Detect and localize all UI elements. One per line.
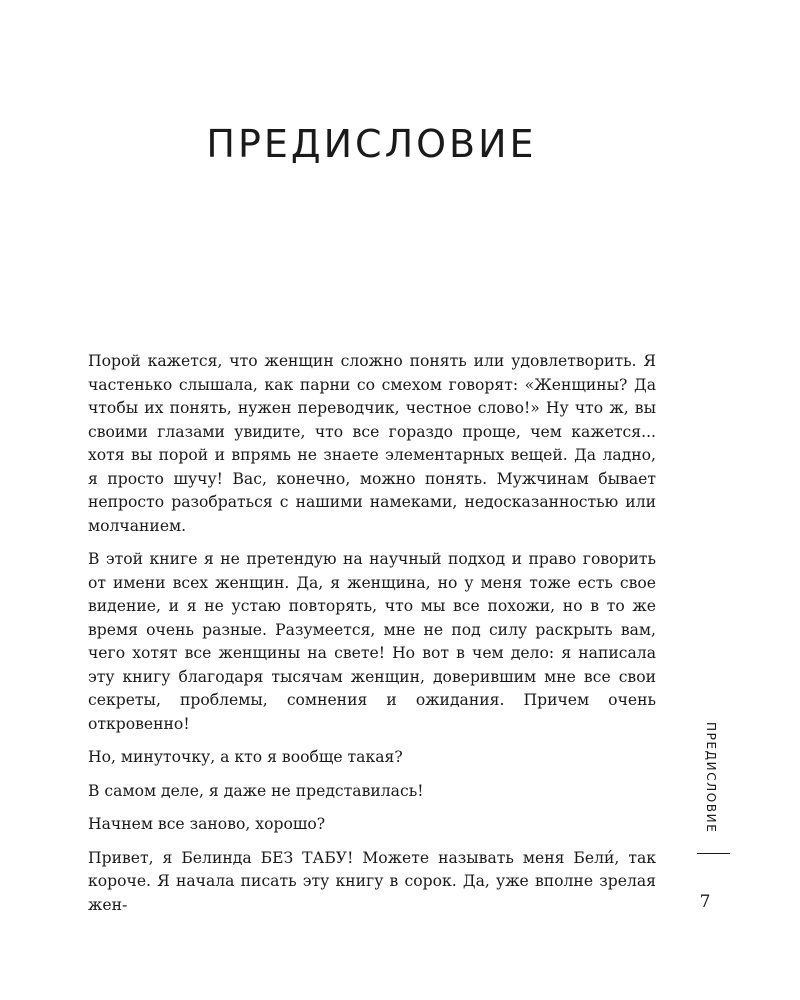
body-text bbox=[88, 350, 656, 927]
paragraph-1: Порой кажется, что женщин сложно понять или удовлетворить. Я частенько слышала, как парни со смехом говорят: «Женщины? Да чтобы их понять, нужен переводчик, честное слово!» Ну что ж, вы своими глазами увидите, что все гораздо проще, чем кажется... хотя вы порой и впрямь не знаете элементарных вещей. Да ладно, я просто шучу! Вас, конечно, можно понять. Мужчинам бывает непросто разобраться с нашими намеками, недосказанностью или молчанием. bbox=[88, 352, 656, 535]
running-head-rule bbox=[697, 853, 730, 854]
paragraph-4: В самом деле, я даже не представилась! bbox=[88, 781, 424, 800]
paragraph-2: В этой книге я не претендую на научный подход и право говорить от имени всех женщин. Да, я женщина, но у меня тоже есть свое видение, и я не устаю повторять, что мы все похожи, но в то же время очень разные. Разумеется, мне не под силу раскрыть вам, чего хотят все женщины на свете! Но вот в чем дело: я написала эту книгу благодаря тысячам женщин, доверившим мне все свои секреты, проблемы, сомнения и ожидания. Причем очень откровенно! bbox=[88, 550, 656, 733]
page-number: 7 bbox=[699, 892, 711, 912]
paragraph-5: Начнем все заново, хорошо? bbox=[88, 815, 326, 833]
paragraph-6: Привет, я Белинда БЕЗ ТАБУ! Можете называть меня Бели́, так короче. Я начала писать эту книгу в сорок. Да, уже вполне зрелая жен- bbox=[88, 848, 656, 914]
paragraph-3: Но, минуточку, а кто я вообще такая? bbox=[88, 748, 403, 766]
chapter-title: ПРЕДИСЛОВИЕ bbox=[206, 122, 537, 166]
running-head: ПРЕДИСЛОВИЕ bbox=[704, 722, 718, 834]
